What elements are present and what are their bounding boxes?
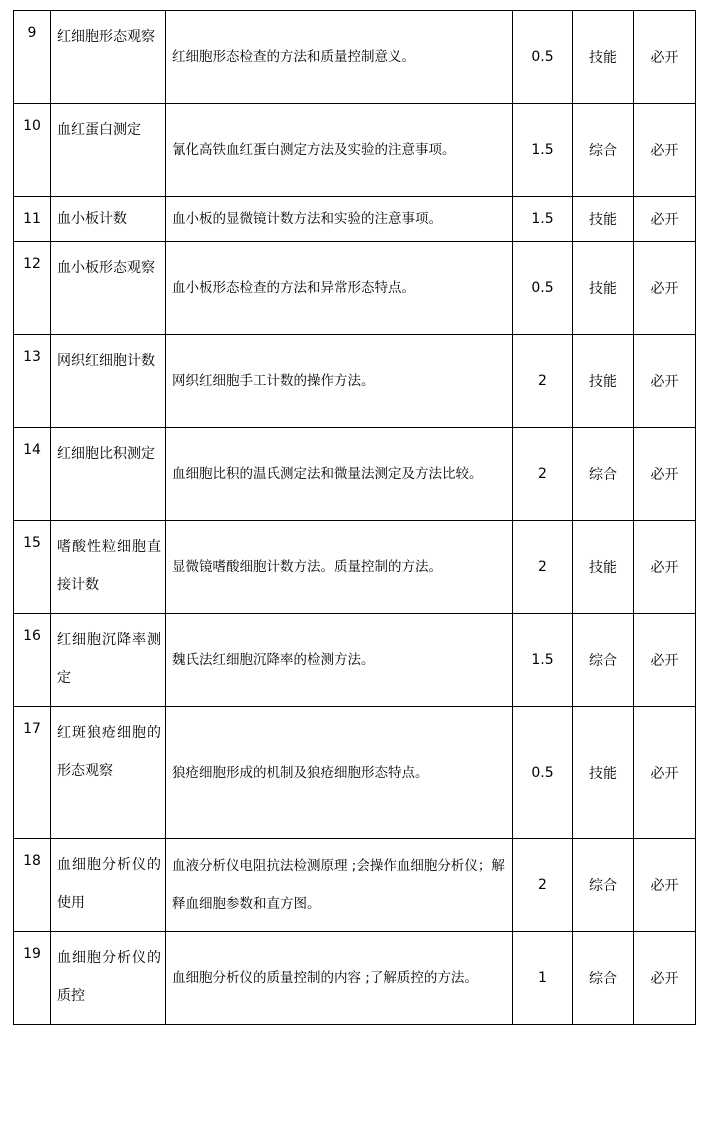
experiment-name: 血红蛋白测定	[51, 104, 166, 197]
experiment-hours: 2	[513, 428, 573, 521]
experiment-content: 血细胞比积的温氏测定法和微量法测定及方法比较。	[166, 428, 513, 521]
experiment-type: 技能	[573, 521, 634, 614]
experiment-name: 血小板形态观察	[51, 242, 166, 335]
experiment-name: 嗜酸性粒细胞直接计数	[51, 521, 166, 614]
experiment-content: 显微镜嗜酸细胞计数方法。质量控制的方法。	[166, 521, 513, 614]
experiment-content: 血液分析仪电阻抗法检测原理 ;会操作血细胞分析仪；解释血细胞参数和直方图。	[166, 839, 513, 932]
experiment-hours: 0.5	[513, 11, 573, 104]
experiment-hours: 2	[513, 335, 573, 428]
row-number: 9	[14, 11, 51, 104]
experiment-content: 网织红细胞手工计数的操作方法。	[166, 335, 513, 428]
experiment-type: 技能	[573, 335, 634, 428]
experiment-content: 魏氏法红细胞沉降率的检测方法。	[166, 614, 513, 707]
experiment-hours: 2	[513, 521, 573, 614]
experiment-type: 技能	[573, 707, 634, 839]
experiment-content: 狼疮细胞形成的机制及狼疮细胞形态特点。	[166, 707, 513, 839]
row-number: 15	[14, 521, 51, 614]
experiment-hours: 1.5	[513, 614, 573, 707]
row-number: 10	[14, 104, 51, 197]
experiment-name: 红斑狼疮细胞的形态观察	[51, 707, 166, 839]
experiment-requirement: 必开	[634, 614, 696, 707]
experiment-name: 红细胞形态观察	[51, 11, 166, 104]
row-number: 17	[14, 707, 51, 839]
experiment-name: 网织红细胞计数	[51, 335, 166, 428]
experiment-requirement: 必开	[634, 335, 696, 428]
experiment-requirement: 必开	[634, 197, 696, 242]
experiment-type: 技能	[573, 197, 634, 242]
experiment-name: 红细胞沉降率测定	[51, 614, 166, 707]
experiment-content: 红细胞形态检查的方法和质量控制意义。	[166, 11, 513, 104]
table-row	[14, 428, 696, 521]
experiment-requirement: 必开	[634, 11, 696, 104]
row-number: 11	[14, 197, 51, 242]
table-row	[14, 104, 696, 197]
experiment-content: 血小板的显微镜计数方法和实验的注意事项。	[166, 197, 513, 242]
table-row	[14, 707, 696, 839]
experiment-content: 血细胞分析仪的质量控制的内容 ;了解质控的方法。	[166, 932, 513, 1025]
table-row	[14, 839, 696, 932]
experiment-name: 血细胞分析仪的使用	[51, 839, 166, 932]
experiment-type: 综合	[573, 839, 634, 932]
experiment-name: 血小板计数	[51, 197, 166, 242]
table-row	[14, 242, 696, 335]
experiment-requirement: 必开	[634, 242, 696, 335]
table-row	[14, 197, 696, 242]
row-number: 19	[14, 932, 51, 1025]
row-number: 14	[14, 428, 51, 521]
experiment-type: 综合	[573, 614, 634, 707]
experiment-requirement: 必开	[634, 104, 696, 197]
experiment-type: 综合	[573, 428, 634, 521]
experiment-content: 血小板形态检查的方法和异常形态特点。	[166, 242, 513, 335]
experiment-hours: 1.5	[513, 197, 573, 242]
table-row	[14, 521, 696, 614]
experiment-requirement: 必开	[634, 428, 696, 521]
experiment-type: 综合	[573, 104, 634, 197]
row-number: 12	[14, 242, 51, 335]
table-row	[14, 11, 696, 104]
experiment-hours: 1.5	[513, 104, 573, 197]
table-row	[14, 932, 696, 1025]
experiment-type: 综合	[573, 932, 634, 1025]
experiment-table	[13, 10, 696, 1025]
experiment-requirement: 必开	[634, 839, 696, 932]
experiment-type: 技能	[573, 242, 634, 335]
experiment-requirement: 必开	[634, 521, 696, 614]
experiment-hours: 1	[513, 932, 573, 1025]
experiment-hours: 2	[513, 839, 573, 932]
experiment-type: 技能	[573, 11, 634, 104]
row-number: 16	[14, 614, 51, 707]
experiment-requirement: 必开	[634, 707, 696, 839]
experiment-name: 红细胞比积测定	[51, 428, 166, 521]
table-row	[14, 335, 696, 428]
row-number: 13	[14, 335, 51, 428]
experiment-hours: 0.5	[513, 707, 573, 839]
table-row	[14, 614, 696, 707]
experiment-hours: 0.5	[513, 242, 573, 335]
experiment-content: 氰化高铁血红蛋白测定方法及实验的注意事项。	[166, 104, 513, 197]
row-number: 18	[14, 839, 51, 932]
experiment-requirement: 必开	[634, 932, 696, 1025]
experiment-name: 血细胞分析仪的质控	[51, 932, 166, 1025]
